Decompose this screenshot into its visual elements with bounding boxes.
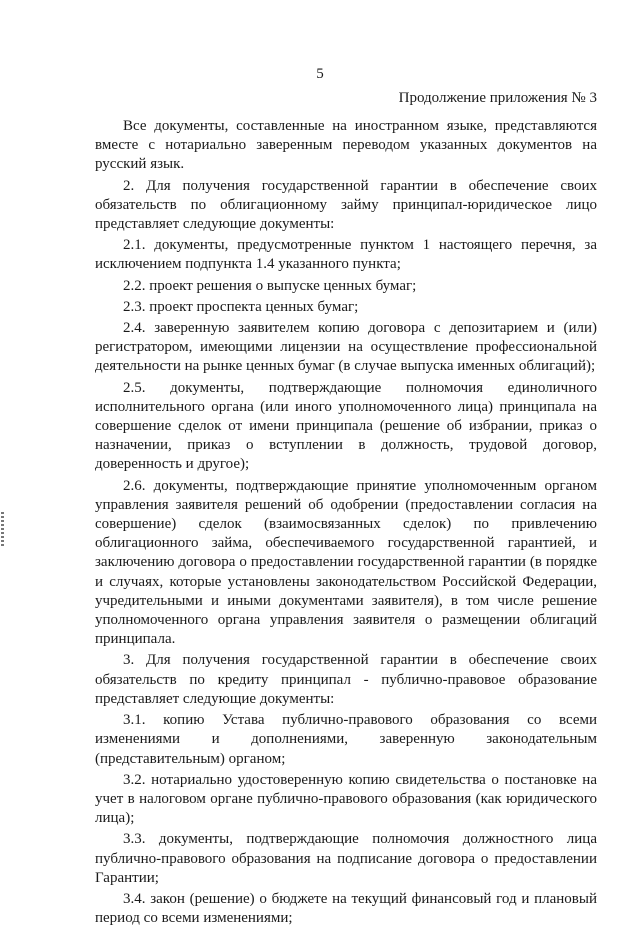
document-body: [95, 117, 597, 930]
paragraph-2-5: 2.5. документы, подтверждающие полномочия единоличного исполнительного органа (или иного уполномоченного лица) принципала на совершение сделок от имени принципала (решение об избрании, приказ о назначении, приказ о вступлении в должность, трудовой договор, доверенность и другое);: [95, 379, 597, 473]
paragraph-3-1: 3.1. копию Устава публично-правового образования со всеми изменениями и дополнениями, заверенную законодательным (представительным) органом;: [95, 712, 597, 767]
margin-scan-mark: [1, 512, 4, 546]
paragraph-3-3: 3.3. документы, подтверждающие полномочия должностного лица публично-правового образования на подписание договора о предоставлении Гарантии;: [95, 831, 597, 886]
paragraph-3: 3. Для получения государственной гарантии в обеспечение своих обязательств по кредиту принципал - публично-правовое образование представляет следующие документы:: [95, 652, 597, 707]
paragraph-2-6: 2.6. документы, подтверждающие принятие уполномоченным органом управления заявителя решений об одобрении (предоставлении согласия на совершение) сделок (взаимосвязанных сделок) по привлечению облигационного займа, обеспечиваемого государственной гарантией, и заключению договора о предоставлении государственной гарантии (в порядке и случаях, которые установлены законодательством Российской Федерации, учредительными и иными документами заявителя), в том числе решение уполномоченного органа управления заявителя о размещении облигаций принципала.: [95, 477, 597, 648]
paragraph-2-3: 2.3. проект проспекта ценных бумаг;: [123, 298, 359, 315]
paragraph-3-4: 3.4. закон (решение) о бюджете на текущий финансовый год и плановый период со всеми изменениями;: [95, 890, 597, 927]
paragraph-3-2: 3.2. нотариально удостоверенную копию свидетельства о постановке на учет в налоговом органе публично-правового образования (как юридического лица);: [95, 771, 597, 827]
paragraph-2-4: 2.4. заверенную заявителем копию договора с депозитарием и (или) регистратором, имеющими лицензии на осуществление профессиональной деятельности на рынке ценных бумаг (в случае выпуска именных облигаций);: [95, 320, 597, 375]
appendix-continuation-note: Продолжение приложения № 3: [398, 90, 597, 106]
page-number: 5: [316, 66, 324, 82]
paragraph-2-2: 2.2. проект решения о выпуске ценных бумаг;: [123, 277, 417, 294]
paragraph-2: 2. Для получения государственной гарантии в обеспечение своих обязательств по облигационному займу принципал-юридическое лицо представляет следующие документы:: [95, 177, 597, 233]
paragraph-2-1: 2.1. документы, предусмотренные пунктом 1 настоящего перечня, за исключением подпункта 1.4 указанного пункта;: [95, 237, 597, 273]
paragraph-foreign-docs: Все документы, составленные на иностранном языке, представляются вместе с нотариально заверенным переводом указанных документов на русский язык.: [95, 118, 597, 173]
